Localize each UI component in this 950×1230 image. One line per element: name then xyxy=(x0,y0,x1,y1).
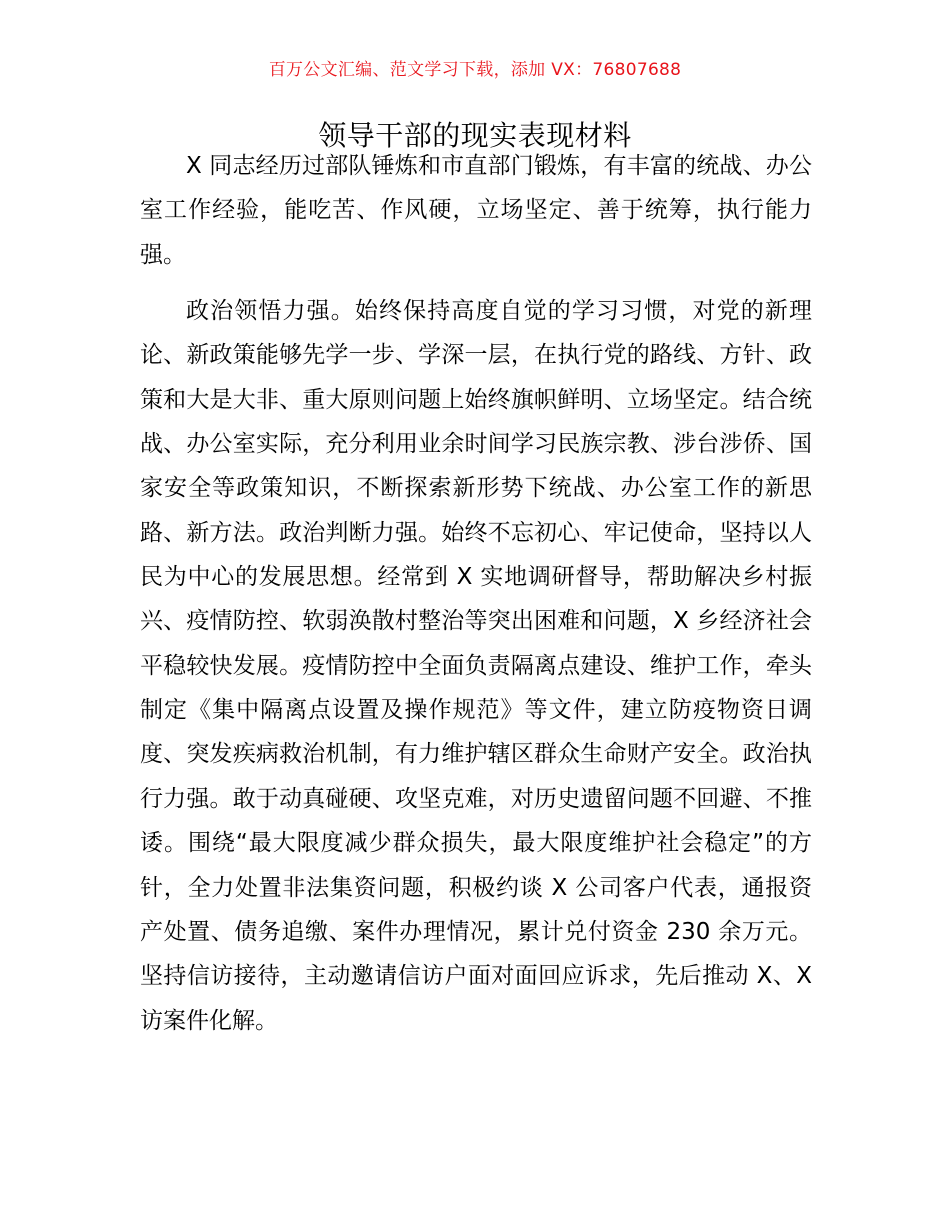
paragraph-intro: X 同志经历过部队锤炼和市直部门锻炼，有丰富的统战、办公室工作经验，能吃苦、作风硬，立场坚定、善于统筹，执行能力强。 xyxy=(140,153,812,268)
document-title: 领导干部的现实表现材料 xyxy=(318,119,632,152)
document-body xyxy=(140,144,812,1043)
paragraph-political-performance: 政治领悟力强。始终保持高度自觉的学习习惯，对党的新理论、新政策能够先学一步、学深一层，在执行党的路线、方针、政策和大是大非、重大原则问题上始终旗帜鲜明、立场坚定。结合统战、办公室实际，充分利用业余时间学习民族宗教、涉台涉侨、国家安全等政策知识，不断探索新形势下统战、办公室工作的新思路、新方法。政治判断力强。始终不忘初心、牢记使命，坚持以人民为中心的发展思想。经常到 X 实地调研督导，帮助解决乡村振兴、疫情防控、软弱涣散村整治等突出困难和问题，X 乡经济社会平稳较快发展。疫情防控中全面负责隔离点建设、维护工作，牵头制定《集中隔离点设置及操作规范》等文件，建立防疫物资日调度、突发疾病救治机制，有力维护辖区群众生命财产安全。政治执行力强。敢于动真碰硬、攻坚克难，对历史遗留问题不回避、不推诿。围绕“最大限度减少群众损失，最大限度维护社会稳定”的方针，全力处置非法集资问题，积极约谈 X 公司客户代表，通报资产处置、债务追缴、案件办理情况，累计兑付资金 230 余万元。坚持信访接待，主动邀请信访户面对面回应诉求，先后推动 X、X 访案件化解。 xyxy=(140,298,812,1034)
header-watermark: 百万公文汇编、范文学习下载，添加 VX：76807688 xyxy=(268,60,682,80)
